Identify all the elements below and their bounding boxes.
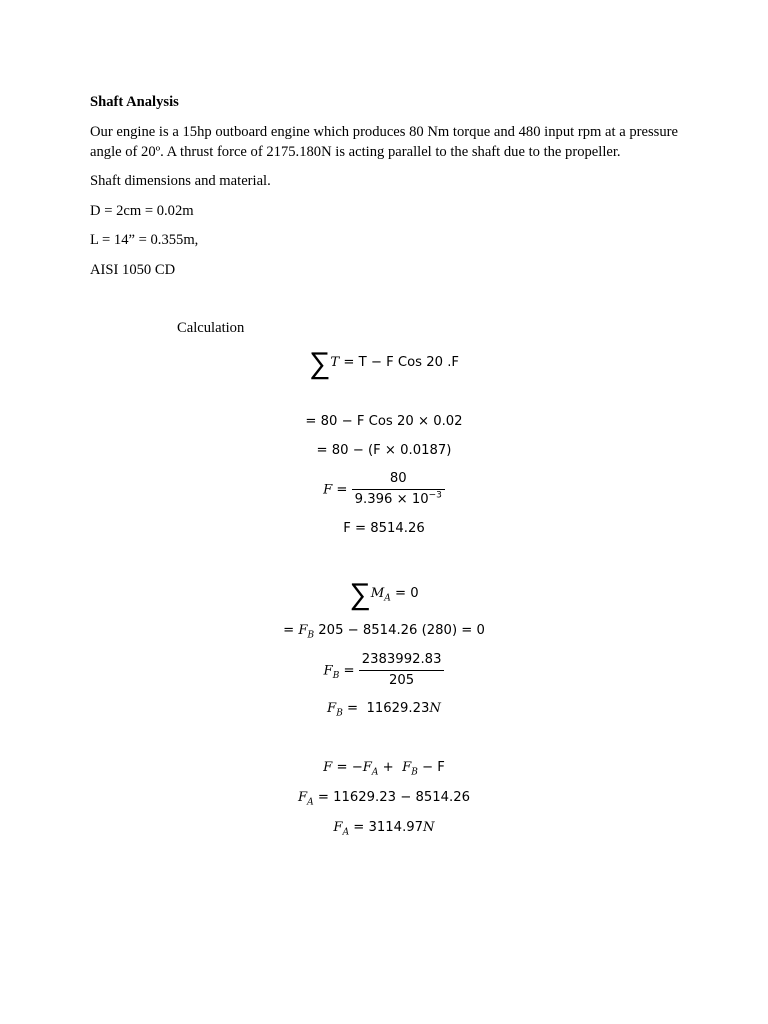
equation-force-fraction: F = $\frac{80}{9.396 \times 10^{-3}}$ xyxy=(0,470,768,509)
section-heading: Shaft Analysis xyxy=(90,94,179,110)
fraction-numerator: 80 xyxy=(352,470,445,490)
denominator-base: 9.396 × 10 xyxy=(354,492,429,507)
equation-fa-result: $F_A = 3114.97N$ xyxy=(333,820,435,838)
fraction-denominator: 205 xyxy=(389,673,415,688)
equation-force-result: F = 8514.26 xyxy=(343,521,425,536)
equation-moment-step1-tail: 205 − 8514.26 (280) = 0 xyxy=(318,623,485,638)
fraction-denominator xyxy=(352,490,445,509)
calculation-label: Calculation xyxy=(177,320,245,336)
equation-torque-step1: = 80 − F Cos 20 × 0.02 xyxy=(305,414,463,429)
dimensions-label: Shaft dimensions and material. xyxy=(90,173,271,189)
denominator-exponent: −3 xyxy=(428,490,442,501)
fraction xyxy=(359,651,445,690)
equation-moment-step1: = $F_B$ 205 − 8514.26 (280) = 0 xyxy=(283,623,485,641)
equation-fa-step: $F_A = 11629.23 - 8514.26$ xyxy=(298,790,470,808)
fb-value: 11629.23 xyxy=(366,701,430,716)
sigma-symbol: ∑ xyxy=(349,577,371,612)
equation-torque-step2: = 80 − (F × 0.0187) xyxy=(316,443,452,458)
fraction xyxy=(352,470,445,509)
equation-torque-sum: ∑T = T − F Cos 20 .F xyxy=(309,346,459,381)
diameter-line: D = 2cm = 0.02m xyxy=(90,203,194,219)
equation-moment-sum-rest: = 0 xyxy=(394,586,419,601)
intro-paragraph: Our engine is a 15hp outboard engine which produces 80 Nm torque and 480 input rpm at a pressure angle of 20º. A thrust force of 2175.180N is acting parallel to the shaft due to the propeller. xyxy=(90,124,678,160)
sigma-symbol: ∑ xyxy=(309,346,331,381)
fa-step-value: = 11629.23 − 8514.26 xyxy=(317,790,470,805)
equation-moment-sum: $\sum M_A = 0$ xyxy=(349,577,419,612)
equation-torque-sum-rest: = T − F Cos 20 .F xyxy=(343,355,459,370)
fraction-numerator: 2383992.83 xyxy=(359,651,445,671)
material-line: AISI 1050 CD xyxy=(90,262,176,278)
fa-value: = 3114.97 xyxy=(353,820,424,835)
equation-fb-result: $F_B = 11629.23N$ xyxy=(327,701,441,719)
length-line: L = 14” = 0.355m, xyxy=(90,232,199,248)
equation-force-balance: $F = -F_A + F_B - F$ xyxy=(323,760,445,778)
equation-force-balance-tail: − F xyxy=(422,760,445,775)
equation-fb-fraction: $F_B$ = $\frac{2383992.83}{205}$ xyxy=(0,651,768,690)
